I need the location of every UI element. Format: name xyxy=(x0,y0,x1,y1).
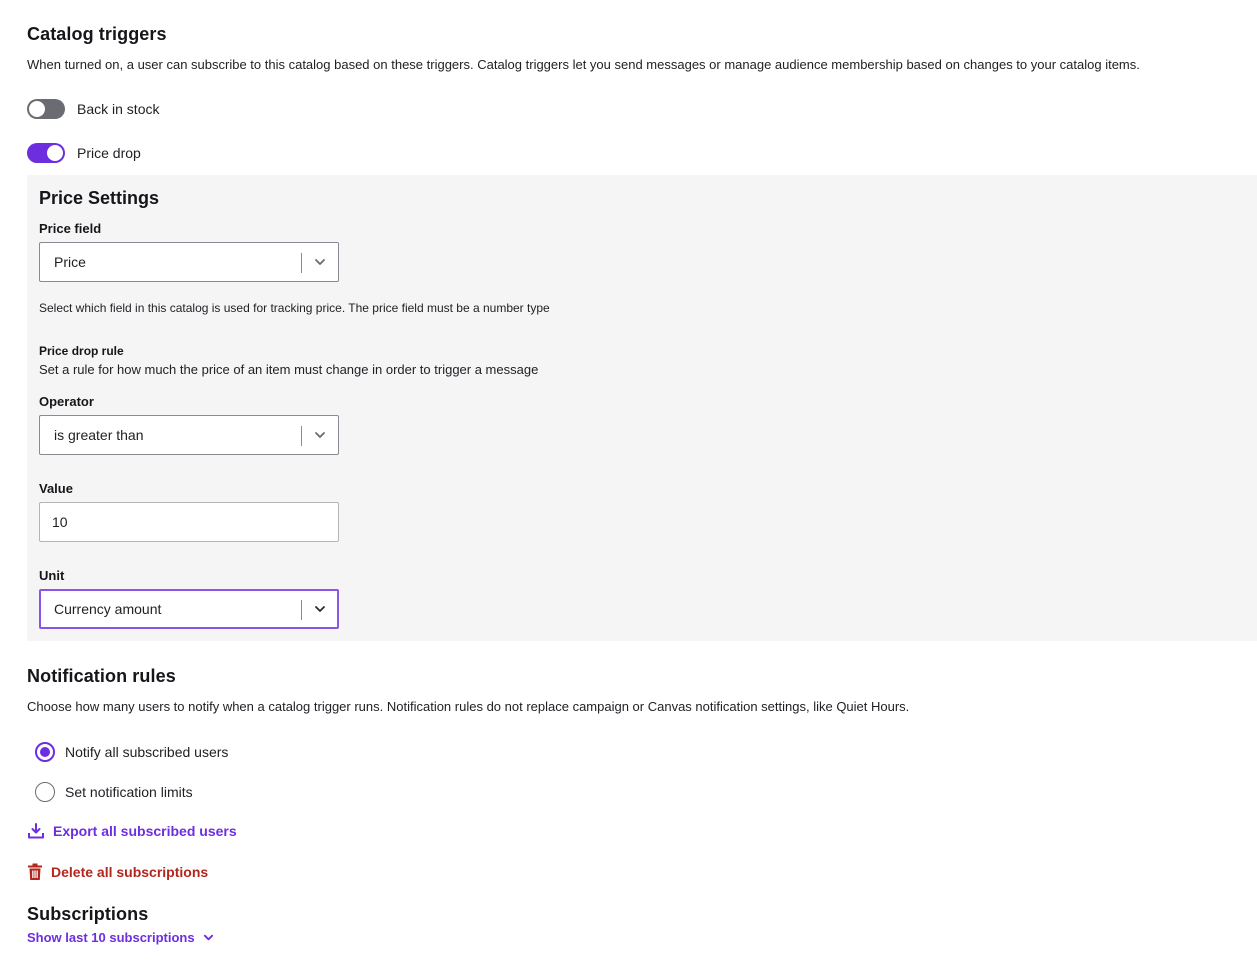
chevron-down-icon xyxy=(203,932,214,943)
export-subscribed-users-button[interactable] xyxy=(27,822,237,840)
price-drop-label: Price drop xyxy=(77,145,141,161)
back-in-stock-toggle[interactable] xyxy=(27,99,65,119)
catalog-triggers-description: When turned on, a user can subscribe to this catalog based on these triggers. Catalog triggers let you send messages or manage audience membership based on changes to your catalog items. xyxy=(27,57,1140,72)
unit-value: Currency amount xyxy=(54,601,162,617)
chevron-down-icon xyxy=(314,603,326,615)
unit-select[interactable] xyxy=(39,589,339,629)
price-field-value: Price xyxy=(54,254,86,270)
radio-button-unchecked[interactable] xyxy=(35,782,55,802)
radio-set-limits[interactable] xyxy=(35,781,193,803)
catalog-triggers-title: Catalog triggers xyxy=(27,24,167,44)
price-field-label: Price field xyxy=(39,221,102,236)
radio-button-checked[interactable] xyxy=(35,742,55,762)
export-label: Export all subscribed users xyxy=(53,823,237,839)
toggle-row-back-in-stock xyxy=(27,98,159,120)
show-last-subscriptions-label: Show last 10 subscriptions xyxy=(27,930,195,945)
price-settings-title: Price Settings xyxy=(39,188,160,208)
notification-rules-title: Notification rules xyxy=(27,666,176,686)
toggle-knob xyxy=(47,145,63,161)
radio-dot xyxy=(40,747,50,757)
price-drop-rule-label: Price drop rule xyxy=(39,344,124,358)
toggle-knob xyxy=(29,101,45,117)
price-drop-toggle[interactable] xyxy=(27,143,65,163)
download-icon xyxy=(27,822,45,840)
trash-icon xyxy=(27,863,43,881)
price-drop-rule-help: Set a rule for how much the price of an item must change in order to trigger a message xyxy=(39,362,539,377)
select-separator xyxy=(301,426,302,446)
chevron-down-icon xyxy=(314,429,326,441)
operator-label: Operator xyxy=(39,394,94,409)
show-last-subscriptions-link[interactable] xyxy=(27,930,214,945)
chevron-down-icon xyxy=(314,256,326,268)
delete-label: Delete all subscriptions xyxy=(51,864,209,880)
value-input-wrapper xyxy=(39,502,339,542)
operator-select[interactable] xyxy=(39,415,339,455)
back-in-stock-label: Back in stock xyxy=(77,101,160,117)
price-field-help: Select which field in this catalog is used for tracking price. The price field must be a number type xyxy=(39,301,550,315)
toggle-row-price-drop xyxy=(27,142,141,164)
price-field-select[interactable] xyxy=(39,242,339,282)
unit-label: Unit xyxy=(39,568,65,583)
operator-value: is greater than xyxy=(54,427,144,443)
select-separator xyxy=(301,600,302,620)
delete-all-subscriptions-button[interactable] xyxy=(27,863,208,881)
value-input[interactable] xyxy=(40,503,338,541)
notification-rules-description: Choose how many users to notify when a catalog trigger runs. Notification rules do not replace campaign or Canvas notification settings, like Quiet Hours. xyxy=(27,699,910,714)
subscriptions-title: Subscriptions xyxy=(27,904,149,924)
notify-all-label: Notify all subscribed users xyxy=(65,744,229,760)
radio-notify-all[interactable] xyxy=(35,741,228,763)
value-label: Value xyxy=(39,481,73,496)
set-limits-label: Set notification limits xyxy=(65,784,193,800)
select-separator xyxy=(301,253,302,273)
